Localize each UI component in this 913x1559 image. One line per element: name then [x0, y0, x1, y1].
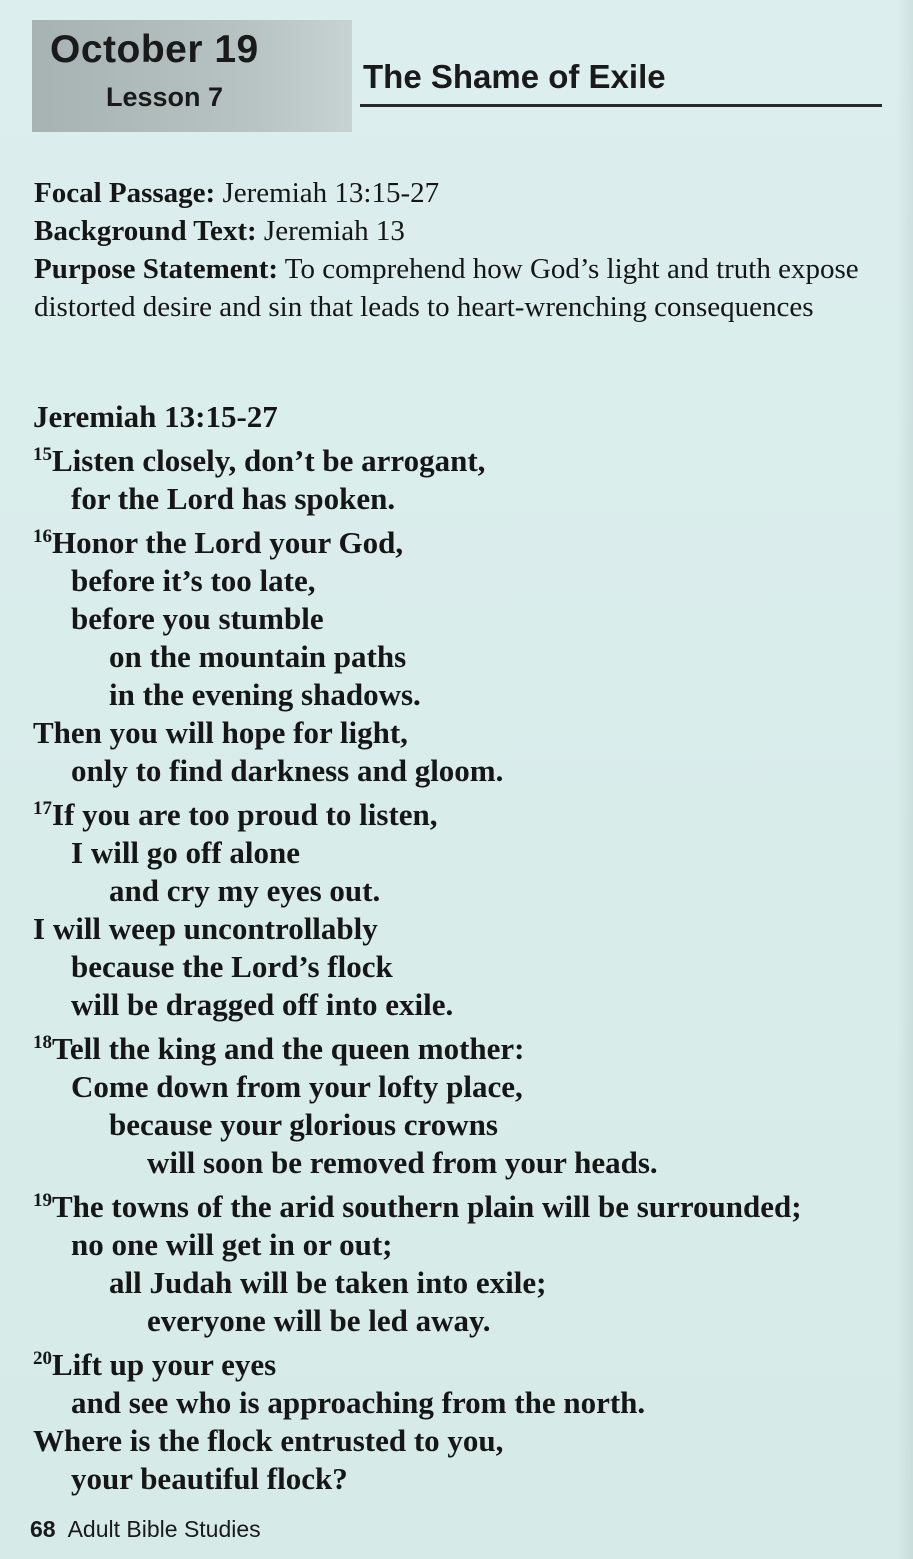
- scripture-line: [33, 1460, 885, 1498]
- scripture-line: [33, 948, 885, 986]
- scripture-line: [33, 518, 885, 562]
- scripture-line: [33, 676, 885, 714]
- focal-passage-label: Focal Passage:: [34, 177, 216, 209]
- scripture-line: [33, 910, 885, 948]
- verse-text: no one will get in or out;: [71, 1227, 393, 1262]
- verse-text: Come down from your lofty place,: [71, 1069, 523, 1104]
- verse-text: because the Lord’s flock: [71, 949, 393, 984]
- page-number: 68: [30, 1516, 56, 1542]
- page-footer: [30, 1516, 261, 1543]
- lesson-date: October 19: [50, 28, 259, 71]
- scripture-line: [33, 872, 885, 910]
- verse-text: will soon be removed from your heads.: [147, 1145, 658, 1180]
- verse-text: on the mountain paths: [109, 639, 407, 674]
- scripture-line: [33, 1340, 885, 1384]
- scripture-line: [33, 638, 885, 676]
- verse-text: Honor the Lord your God,: [52, 525, 404, 560]
- verse-text: all Judah will be taken into exile;: [109, 1265, 547, 1300]
- scripture-line: [33, 600, 885, 638]
- scripture-line: [33, 1384, 885, 1422]
- verse-text: because your glorious crowns: [109, 1107, 498, 1142]
- focal-passage-value: Jeremiah 13:15-27: [215, 177, 440, 209]
- lesson-number: Lesson 7: [106, 82, 224, 112]
- scripture-reference: Jeremiah 13:15-27: [33, 399, 278, 434]
- verse-number: 18: [33, 1032, 52, 1053]
- verse-text: before it’s too late,: [71, 563, 316, 598]
- scripture-line: [33, 752, 885, 790]
- background-text-label: Background Text:: [34, 215, 257, 247]
- background-text-value: Jeremiah 13: [256, 215, 405, 247]
- verse-text: The towns of the arid southern plain will be surrounded;: [52, 1189, 802, 1224]
- verse-text: Lift up your eyes: [52, 1347, 277, 1382]
- publication-name: Adult Bible Studies: [67, 1516, 261, 1542]
- verse-text: Then you will hope for light,: [33, 715, 408, 750]
- background-text: [34, 212, 884, 250]
- verse-text: your beautiful flock?: [71, 1461, 348, 1496]
- verse-text: If you are too proud to listen,: [52, 797, 438, 832]
- scripture-line: [33, 562, 885, 600]
- verse-text: only to find darkness and gloom.: [71, 753, 504, 788]
- purpose-statement-label: Purpose Statement:: [34, 253, 279, 285]
- scripture-line: [33, 986, 885, 1024]
- scripture-line: [33, 1144, 885, 1182]
- verse-text: I will weep uncontrollably: [33, 911, 378, 946]
- scripture-passage: [33, 398, 885, 1498]
- verse-text: for the Lord has spoken.: [71, 481, 396, 516]
- scripture-line: [33, 1182, 885, 1226]
- page-edge-shadow: [897, 0, 913, 1559]
- verse-text: Where is the flock entrusted to you,: [33, 1423, 504, 1458]
- scripture-line: [33, 1106, 885, 1144]
- scripture-line: [33, 790, 885, 834]
- scripture-line: [33, 1302, 885, 1340]
- scripture-line: [33, 1226, 885, 1264]
- scripture-line: [33, 480, 885, 518]
- purpose-statement-value: To comprehend how God’s light and truth expose distorted desire and sin that leads to heart-wrenching consequences: [34, 253, 859, 323]
- scripture-line: [33, 834, 885, 872]
- lesson-meta: [34, 174, 884, 326]
- scripture-line: [33, 1068, 885, 1106]
- verse-text: before you stumble: [71, 601, 324, 636]
- verse-text: Listen closely, don’t be arrogant,: [52, 443, 486, 478]
- verse-number: 19: [33, 1190, 52, 1211]
- title-underline: [360, 104, 882, 107]
- verse-number: 17: [33, 798, 52, 819]
- verse-text: will be dragged off into exile.: [71, 987, 454, 1022]
- scripture-line: [33, 714, 885, 752]
- purpose-statement: [34, 250, 884, 326]
- lesson-title: The Shame of Exile: [363, 58, 666, 95]
- focal-passage: [34, 174, 884, 212]
- verse-number: 16: [33, 526, 52, 547]
- verse-number: 15: [33, 444, 52, 465]
- verse-number: 20: [33, 1348, 52, 1369]
- verse-text: I will go off alone: [71, 835, 301, 870]
- scripture-line: [33, 1024, 885, 1068]
- scripture-line: [33, 1264, 885, 1302]
- verse-text: Tell the king and the queen mother:: [52, 1031, 525, 1066]
- verse-text: everyone will be led away.: [147, 1303, 491, 1338]
- verse-text: in the evening shadows.: [109, 677, 421, 712]
- verse-text: and cry my eyes out.: [109, 873, 381, 908]
- verse-text: and see who is approaching from the north.: [71, 1385, 646, 1420]
- scripture-line: [33, 436, 885, 480]
- scripture-line: [33, 1422, 885, 1460]
